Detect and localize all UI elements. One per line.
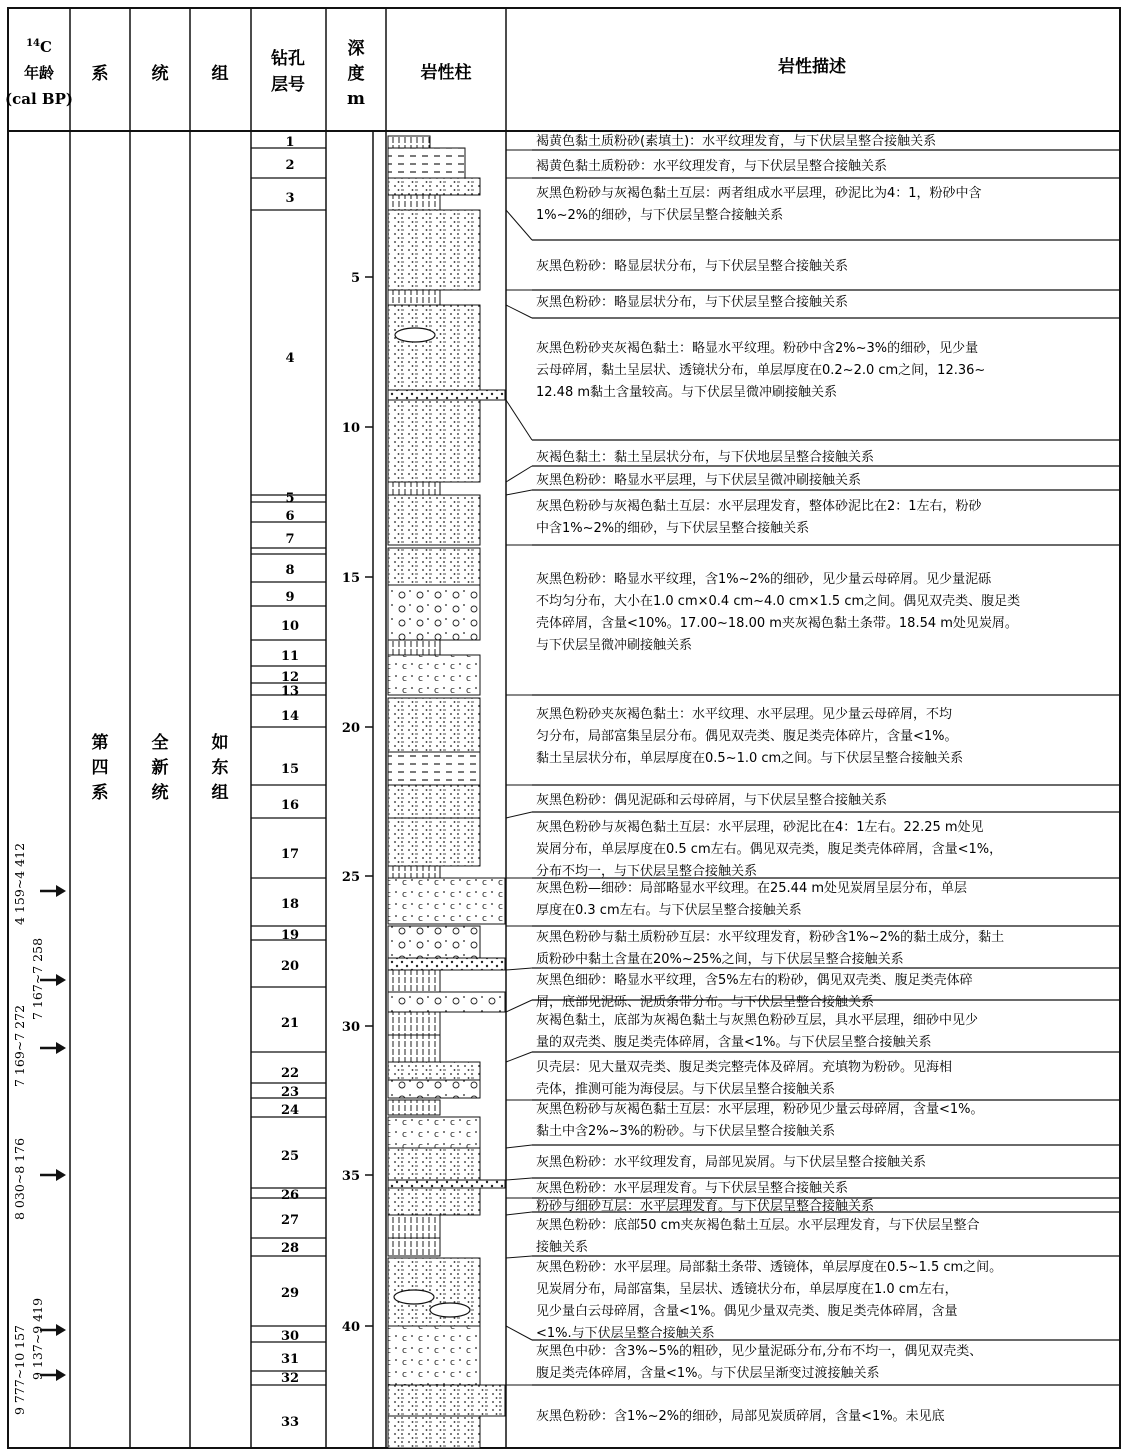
lithology-segment (388, 290, 440, 305)
layer-number: 33 (280, 1415, 300, 1430)
layer-number: 3 (285, 191, 295, 206)
description-text: 灰黑色粉砂：略显水平层理，与下伏层呈微冲刷接触关系 (536, 473, 862, 488)
series-char: 新 (151, 758, 169, 778)
lithology-segment (388, 390, 505, 400)
connector-line (506, 812, 532, 818)
age-label: 4 159~4 412 (12, 842, 27, 925)
lithology-segment (388, 958, 505, 970)
layer-number: 4 (285, 351, 295, 366)
lithology-segment (388, 818, 480, 866)
header-column: 岩性柱 (420, 63, 472, 83)
age-label: 9 137~9 419 (30, 1297, 45, 1380)
lithology-segment (388, 305, 480, 390)
description-text: 灰黑色粉砂与黏土质粉砂互层：水平纹理发育，粉砂含1%~2%的黏土成分，黏土质粉砂中黏土含量在20%~25%之间，与下伏层呈整合接触关系 (536, 930, 1005, 967)
lens-symbol (395, 328, 435, 342)
lithology-segment (388, 1238, 440, 1256)
description-text: 灰黑色粉砂：水平纹理发育，局部见炭屑。与下伏层呈整合接触关系 (536, 1155, 927, 1170)
lithology-segment (388, 866, 440, 878)
depth-tick-label: 20 (341, 721, 360, 736)
stratigraphy-labels (92, 732, 229, 803)
description-text: 灰黑色粉砂：偶见泥砾和云母碎屑，与下伏层呈整合接触关系 (536, 793, 888, 808)
lithology-segment (388, 1180, 505, 1188)
lithology-segment (388, 548, 480, 585)
lithology-segment (388, 482, 440, 495)
layer-number: 10 (280, 619, 300, 634)
lithology-segment (388, 1080, 480, 1098)
layer-number-column (251, 135, 326, 1430)
header-series: 统 (151, 64, 169, 84)
layer-number: 6 (285, 509, 295, 524)
lithology-segment (388, 1326, 480, 1385)
layer-number: 20 (280, 959, 300, 974)
series-char: 全 (151, 733, 169, 753)
connector-line (506, 210, 532, 240)
layer-number: 27 (280, 1213, 300, 1228)
layer-number: 1 (285, 135, 295, 150)
description-text: 灰黑色粉砂夹灰褐色黏土：水平纹理、水平层理。见少量云母碎屑，不均匀分布，局部富集呈层分布。偶见双壳类、腹足类壳体碎片，含量<1%。黏土呈层状分布，单层厚度在0.5~1.0 cm之间。与下伏层呈整合接触关系 (536, 707, 964, 766)
lithology-segment (388, 992, 505, 1012)
lithology-segment (388, 1188, 480, 1215)
series-char: 统 (151, 783, 169, 803)
age-arrowhead (56, 1042, 66, 1054)
depth-tick-label: 35 (341, 1169, 360, 1184)
age-label: 7 167~7 258 (30, 937, 45, 1020)
layer-number: 14 (280, 709, 300, 724)
lithology-segment (388, 698, 480, 752)
layer-number: 25 (280, 1149, 300, 1164)
age-labels (12, 843, 66, 1415)
age-label: 8 030~8 176 (12, 1137, 27, 1220)
lithology-segment (388, 1062, 480, 1080)
description-text: 褐黄色黏土质粉砂(素填土)：水平纹理发育，与下伏层呈整合接触关系 (536, 134, 937, 149)
description-text: 灰黑色粉砂：水平层理发育。与下伏层呈整合接触关系 (536, 1181, 849, 1196)
lens-symbol (430, 1303, 470, 1317)
layer-number: 5 (285, 491, 295, 506)
lithology-segment (388, 752, 480, 785)
description-text: 灰黑色粉砂：水平层理。局部黏土条带、透镜体，单层厚度在0.5~1.5 cm之间。见炭屑分布，局部富集，呈层状、透镜状分布，单层厚度在1.0 cm左右，见少量白云母碎屑，含量<1%。偶见少量双壳类、腹足类壳体碎屑，含量<1%.与下伏层呈整合接触关系 (536, 1260, 1003, 1341)
description-text: 灰黑色细砂：略显水平纹理，含5%左右的粉砂，偶见双壳类、腹足类壳体碎屑，底部见泥砾、泥质条带分布。与下伏层呈整合接触关系 (536, 973, 973, 1010)
age-arrowhead (56, 1169, 66, 1181)
age-label: 7 169~7 272 (12, 1004, 27, 1087)
layer-number: 18 (280, 897, 300, 912)
header-age-line3: (cal BP) (5, 90, 73, 108)
depth-tick-label: 15 (341, 571, 360, 586)
connector-line (506, 968, 532, 970)
lithology-segment (388, 1035, 440, 1062)
description-text: 褐黄色黏土质粉砂：水平纹理发育，与下伏层呈整合接触关系 (536, 159, 888, 174)
lithology-segment (388, 136, 430, 148)
connector-line (506, 1326, 532, 1340)
connector-line (506, 1052, 532, 1062)
connector-line (506, 490, 532, 495)
age-label: 9 777~10 157 (12, 1325, 27, 1415)
layer-number: 13 (280, 684, 300, 699)
age-arrowhead (56, 974, 66, 986)
age-arrowhead (56, 1369, 66, 1381)
layer-number: 28 (280, 1241, 300, 1256)
lithology-segment (388, 1117, 480, 1148)
layer-number: 30 (280, 1329, 300, 1344)
age-arrowhead (56, 885, 66, 897)
header-depth-line3: m (347, 89, 365, 109)
description-text: 灰黑色粉砂：略显层状分布，与下伏层呈整合接触关系 (536, 259, 849, 274)
header-age-line1: $^{14}$C (26, 38, 52, 56)
description-text: 灰黑色粉砂与灰褐色黏土互层：水平层理，粉砂见少量云母碎屑，含量<1%。黏土中含2%~3%的粉砂。与下伏层呈整合接触关系 (536, 1102, 984, 1139)
layer-number: 16 (280, 798, 300, 813)
description-text: 灰黑色粉砂与灰褐色黏土互层：水平层理发育，整体砂泥比在2：1左右，粉砂中含1%~2%的细砂，与下伏层呈整合接触关系 (536, 499, 982, 536)
description-text: 灰黑色粉砂：略显水平纹理，含1%~2%的细砂，见少量云母碎屑。见少量泥砾不均匀分布，大小在1.0 cm×0.4 cm~4.0 cm×1.5 cm之间。偶见双壳类、腹足类壳体碎屑，含量<10%。17.00~18.00 m夹灰褐色黏土条带。18.54 m处见炭屑。与下伏层呈微冲刷接触关系 (536, 572, 1021, 653)
lithology-segment (388, 1416, 480, 1448)
description-text: 灰黑色粉砂：含1%~2%的细砂，局部见炭质碎屑，含量<1%。未见底 (536, 1409, 945, 1424)
layer-number: 21 (280, 1016, 300, 1031)
formation-char: 组 (211, 783, 229, 803)
depth-axis (342, 131, 373, 1448)
lithology-segment (388, 148, 465, 178)
lithology-segment (388, 1148, 480, 1180)
description-text: 粉砂与细砂互层：水平层理发育。与下伏层呈整合接触关系 (536, 1199, 875, 1214)
layer-number: 22 (280, 1066, 300, 1081)
depth-tick-label: 5 (350, 271, 360, 286)
description-text: 灰黑色粉砂：底部50 cm夹灰褐色黏土互层。水平层理发育，与下伏层呈整合接触关系 (536, 1218, 980, 1255)
lithology-segment (388, 585, 480, 640)
lithology-segment (388, 1100, 440, 1115)
description-text: 贝壳层：见大量双壳类、腹足类完整壳体及碎屑。充填物为粉砂。见海相壳体，推测可能为海侵层。与下伏层呈整合接触关系 (536, 1060, 953, 1097)
lithology-segment (388, 1385, 505, 1416)
formation-char: 如 (211, 733, 229, 753)
connector-line (506, 305, 532, 318)
connector-line (506, 1212, 532, 1215)
connector-line (506, 400, 532, 440)
lithology-segment (388, 785, 480, 818)
description-connectors (506, 150, 532, 1385)
connector-line (506, 1256, 532, 1258)
description-text: 灰褐色黏土：黏土呈层状分布，与下伏地层呈整合接触关系 (536, 450, 875, 465)
layer-number: 9 (285, 590, 295, 605)
lithology-column (388, 136, 505, 1448)
depth-tick-label: 25 (341, 870, 360, 885)
system-char: 系 (91, 783, 109, 803)
connector-line (506, 1000, 532, 1012)
description-column (532, 133, 1120, 1424)
lithology-segment (388, 210, 480, 290)
description-text: 灰黑色粉砂与灰褐色黏土互层：两者组成水平层理，砂泥比为4：1，粉砂中含 1%~2%的细砂，与下伏层呈整合接触关系 (536, 186, 982, 223)
layer-number: 26 (280, 1188, 300, 1203)
lithology-segment (388, 178, 480, 195)
layer-number: 8 (285, 563, 295, 578)
layer-number: 32 (280, 1371, 300, 1386)
layer-number: 31 (280, 1352, 300, 1367)
header-formation: 组 (211, 64, 229, 84)
layer-number: 24 (280, 1103, 300, 1118)
layer-number: 2 (285, 158, 295, 173)
description-text: 灰黑色中砂：含3%~5%的粗砂，见少量泥砾分布,分布不均一，偶见双壳类、腹足类壳体碎屑，含量<1%。与下伏层呈渐变过渡接触关系 (536, 1344, 983, 1381)
lithology-segment (388, 640, 440, 655)
header-description: 岩性描述 (778, 57, 846, 77)
lithology-segment (388, 655, 480, 695)
lithology-segment (388, 495, 480, 545)
depth-tick-label: 40 (341, 1320, 360, 1335)
age-arrowhead (56, 1324, 66, 1336)
system-char: 第 (91, 733, 109, 753)
system-char: 四 (91, 758, 109, 778)
lithology-segment (388, 926, 480, 958)
description-text: 灰褐色黏土，底部为灰褐色黏土与灰黑色粉砂互层，具水平层理，细砂中见少量的双壳类、腹足类壳体碎屑，含量<1%。与下伏层呈整合接触关系 (536, 1013, 979, 1050)
depth-tick-label: 10 (341, 421, 360, 436)
depth-tick-label: 30 (341, 1020, 360, 1035)
header-depth-line1: 深 (347, 39, 365, 59)
header-layer-line1: 钻孔 (271, 49, 305, 69)
description-text: 灰黑色粉砂：略显层状分布，与下伏层呈整合接触关系 (536, 295, 849, 310)
connector-line (506, 1145, 532, 1148)
layer-number: 17 (280, 847, 300, 862)
layer-number: 23 (280, 1085, 300, 1100)
description-text: 灰黑色粉砂与灰褐色黏土互层：水平层理，砂泥比在4：1左右。22.25 m处见炭屑分布，单层厚度在0.5 cm左右。偶见双壳类，腹足类壳体碎屑，含量<1%，分布不均一，与下伏层呈整合接触关系 (536, 820, 1003, 879)
lithology-segment (388, 400, 480, 482)
layer-number: 15 (280, 762, 300, 777)
layer-number: 29 (280, 1286, 300, 1301)
header-depth-line2: 度 (347, 64, 365, 84)
layer-number: 7 (285, 532, 295, 547)
header-system: 系 (91, 64, 109, 84)
connector-line (506, 1178, 532, 1180)
lithology-segment (388, 195, 440, 210)
lithology-segment (388, 878, 505, 924)
table-header (5, 38, 846, 109)
header-layer-line2: 层号 (271, 75, 305, 95)
lithology-segment (388, 1215, 440, 1238)
description-text: 灰黑色粉砂夹灰褐色黏土：略显水平纹理。粉砂中含2%~3%的细砂，见少量云母碎屑，黏土呈层状、透镜状分布，单层厚度在0.2~2.0 cm之间，12.36~ 12.48 m黏土含量较高。与下伏层呈微冲刷接触关系 (536, 341, 986, 400)
connector-line (506, 466, 532, 482)
lens-symbol (394, 1290, 434, 1304)
lithology-segment (388, 1012, 440, 1035)
layer-number: 12 (280, 670, 300, 685)
formation-char: 东 (211, 758, 229, 778)
header-age-line2: 年龄 (23, 64, 55, 82)
layer-number: 11 (280, 649, 300, 664)
layer-number: 19 (280, 928, 300, 943)
description-text: 灰黑色粉—细砂：局部略显水平纹理。在25.44 m处见炭屑呈层分布，单层厚度在0.3 cm左右。与下伏层呈整合接触关系 (536, 881, 968, 918)
lithology-segment (388, 970, 440, 992)
